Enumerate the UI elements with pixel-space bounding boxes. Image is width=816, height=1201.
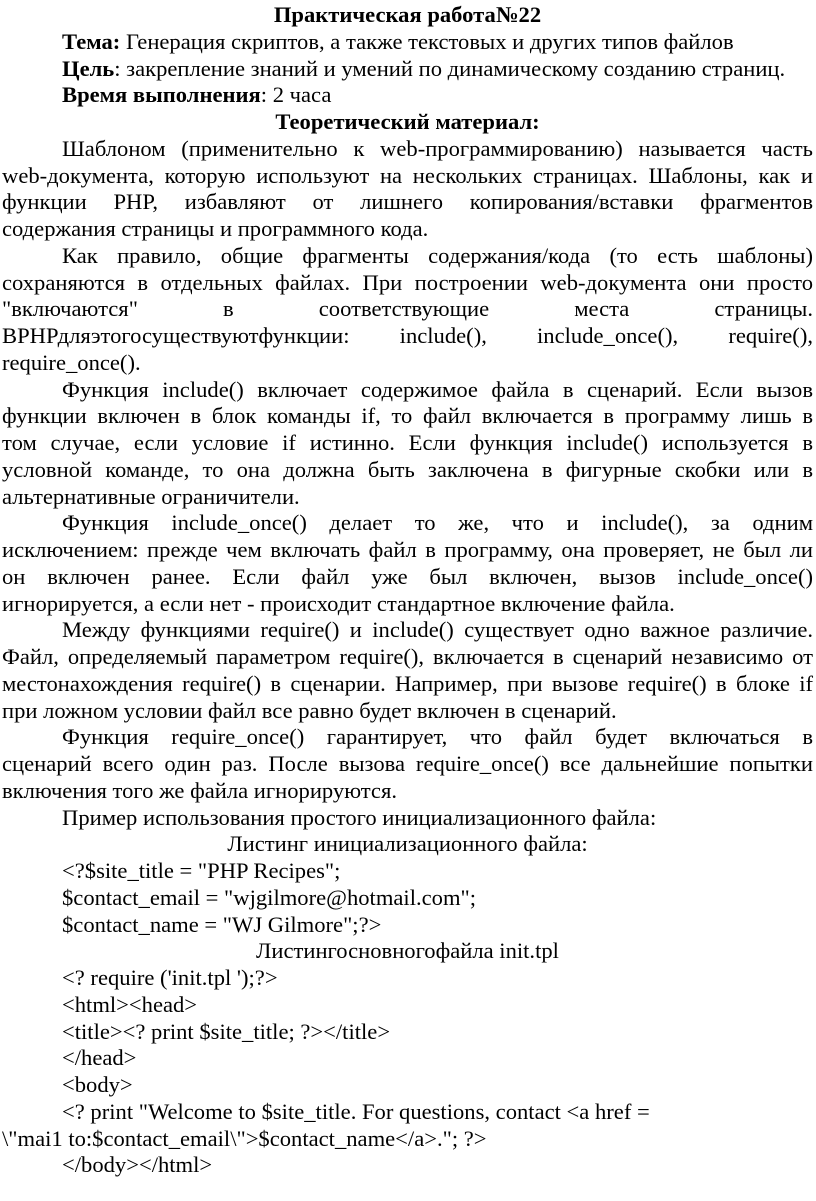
paragraph-line: Как правило, общие фрагменты содержания/кода (то есть шаблоны) [62, 242, 813, 268]
paragraph-line: Файл, определяемый параметром require(), включается в сценарий независимо от [2, 644, 813, 669]
code-line: <? require ('init.tpl ');?> [62, 965, 278, 990]
paragraph-line: Между функциями require() и include() существует одно важное различие. [62, 617, 813, 643]
code-line: </body></html> [62, 1152, 213, 1178]
topic-label: Тема: [62, 28, 121, 54]
paragraph-line: альтернативные ограничители. [2, 483, 300, 509]
paragraph-line: Функция include_once() делает то же, что и include(), за одним [62, 510, 813, 536]
code-line: </head> [62, 1045, 137, 1071]
theory-heading-text: Теоретический материал: [275, 109, 540, 134]
code-line: $contact_name = "WJ Gilmore";?> [62, 911, 382, 937]
paragraph-line: Шаблоном (применительно к web-программированию) называется часть [62, 135, 813, 161]
code-line: <? print "Welcome to $site_title. For questions, contact <a href = [62, 1098, 650, 1124]
paragraph-line: игнорируется, а если нет - происходит стандартное включение файла. [2, 590, 675, 616]
paragraph-line: том случае, если условие if истинно. Если функция include() используется в [2, 430, 813, 455]
listing1-title: Листинг инициализационного файла: [227, 831, 588, 857]
goal-text: : закрепление знаний и умений по динамическому созданию страниц. [114, 55, 786, 81]
paragraph-line: сохраняются в отдельных файлах. При построении web-документа они просто [2, 269, 813, 295]
paragraph-line: Функция include() включает содержимое файла в сценарий. Если вызов [62, 376, 813, 402]
code-line: $contact_email = "wjgilmore@hotmail.com"; [62, 884, 477, 910]
paragraph-line: исключением: прежде чем включать файл в программу, она проверяет, не был ли [2, 537, 813, 562]
paragraph-line: web-документа, которую используют на нескольких страницах. Шаблоны, как и [2, 162, 813, 188]
goal-line [2, 56, 813, 83]
paragraph-line: содержания страницы и программного кода. [2, 216, 429, 241]
document-page [2, 2, 813, 1179]
paragraph-line: местонахождения require() в сценарии. Например, при вызове require() в блоке if [2, 670, 813, 696]
time-label: Время выполнения [62, 82, 261, 108]
topic-text: Генерация скриптов, а также текстовых и других типов файлов [120, 28, 734, 54]
page-title [2, 2, 813, 29]
paragraph-line: условной команде, то она должна быть заключена в фигурные скобки или в [2, 456, 813, 482]
example-intro: Пример использования простого инициализационного файла: [62, 804, 657, 830]
paragraph-line: включения того же файла игнорируются. [2, 777, 398, 803]
code-line: <?$site_title = "PHP Recipes"; [62, 858, 341, 883]
paragraph-line: ВРНРдляэтогосуществуютфункции: include(), include_once(), require(), [2, 323, 813, 348]
page-title-text: Практическая работа№22 [273, 2, 542, 27]
paragraph-line: Функция require_once() гарантирует, что файл будет включаться в [62, 724, 813, 750]
paragraph-line: он включен ранее. Если файл уже был включен, вызов include_once() [2, 563, 813, 589]
code-line: <body> [62, 1072, 133, 1097]
paragraph-line: require_once(). [2, 349, 141, 375]
paragraph-line: "включаются" в соответствующие места страницы. [2, 296, 813, 322]
goal-label: Цель [62, 55, 115, 81]
code-line: <title><? print $site_title; ?></title> [62, 1018, 391, 1044]
time-line [2, 82, 813, 109]
paragraph-line: функции включен в блок команды if, то файл включается в программу лишь в [2, 403, 813, 429]
paragraph-line: функции PHP, избавляют от лишнего копирования/вставки фрагментов [2, 189, 813, 215]
topic-line [2, 29, 813, 56]
code-line: <html><head> [62, 991, 198, 1017]
code-line: \"mai1 to:$contact_email\">$contact_name</a>."; ?> [2, 1125, 487, 1151]
theory-heading [2, 109, 813, 136]
paragraph-line: при ложном условии файл все равно будет включен в сценарий. [2, 697, 617, 723]
time-text: : 2 часа [260, 82, 332, 108]
paragraph-line: сценарий всего один раз. После вызова require_once() все дальнейшие попытки [2, 751, 813, 776]
listing2-title: Листингосновногофайла init.tpl [256, 938, 559, 964]
